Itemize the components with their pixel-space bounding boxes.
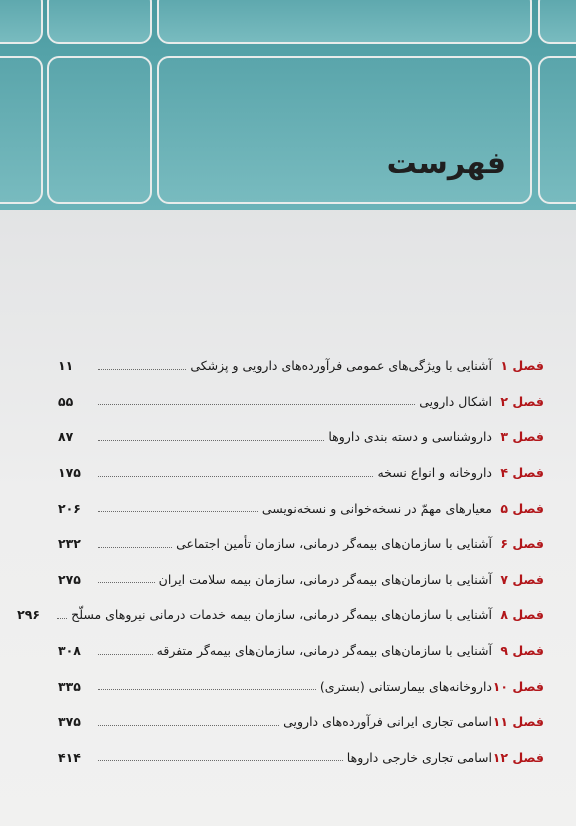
chapter-label: فصل ۱۲ — [492, 749, 544, 765]
toc-row[interactable] — [58, 562, 548, 598]
page-number: ۸۷ — [58, 429, 74, 445]
page-number: ۲۹۶ — [17, 607, 41, 623]
chapter-title: اشکال دارویی — [419, 393, 492, 409]
toc-row[interactable] — [58, 526, 548, 562]
toc-row[interactable] — [58, 455, 548, 491]
dot-leader — [57, 617, 67, 619]
toc-row[interactable] — [58, 633, 548, 669]
dot-leader — [98, 724, 279, 726]
chapter-title: اسامی تجاری ایرانی فرآورده‌های دارویی — [283, 714, 492, 730]
page-title: فهرست — [386, 146, 506, 181]
page-number: ۱۱ — [58, 358, 74, 374]
dot-leader — [98, 475, 373, 477]
chapter-title: معیارهای مهمّ در نسخه‌خوانی و نسخه‌نویسی — [261, 500, 492, 516]
chapter-title: داروشناسی و دسته بندی داروها — [328, 429, 492, 445]
toc-row[interactable] — [58, 419, 548, 455]
decorative-tile — [0, 56, 43, 204]
chapter-title: آشنایی با سازمان‌های بیمه‌گر درمانی، سازمان‌های بیمه‌گر متفرقه — [156, 643, 492, 659]
dot-leader — [98, 546, 172, 548]
chapter-label: فصل ۱۰ — [492, 678, 544, 694]
chapter-label: فصل ۶ — [500, 536, 544, 552]
decorative-tile — [538, 0, 576, 44]
table-of-contents — [17, 348, 548, 775]
decorative-tile — [47, 0, 152, 44]
toc-row[interactable] — [58, 740, 548, 776]
page-number: ۲۰۶ — [58, 500, 81, 516]
dot-leader — [98, 403, 415, 405]
dot-leader — [98, 759, 343, 761]
decorative-tile — [47, 56, 152, 204]
decorative-tile — [538, 56, 576, 204]
page-number: ۵۵ — [58, 393, 74, 409]
dot-leader — [98, 439, 324, 441]
page-number: ۲۷۵ — [58, 571, 81, 587]
chapter-label: فصل ۸ — [500, 607, 544, 623]
dot-leader — [98, 688, 316, 690]
toc-row[interactable] — [58, 490, 548, 526]
chapter-title: اسامی تجاری خارجی داروها — [346, 749, 492, 765]
chapter-label: فصل ۷ — [500, 571, 544, 587]
toc-row[interactable] — [17, 597, 548, 633]
decorative-tile — [0, 0, 43, 44]
chapter-title: آشنایی با ویژگی‌های عمومی فرآورده‌های دارویی و پزشکی — [190, 358, 492, 374]
chapter-label: فصل ۲ — [500, 393, 544, 409]
page-number: ۳۳۵ — [58, 678, 81, 694]
chapter-title: آشنایی با سازمان‌های بیمه‌گر درمانی، سازمان تأمین اجتماعی — [176, 536, 492, 552]
page-number: ۳۰۸ — [58, 643, 81, 659]
chapter-label: فصل ۱۱ — [492, 714, 544, 730]
chapter-title: داروخانه‌های بیمارستانی (بستری) — [319, 678, 492, 694]
chapter-label: فصل ۵ — [500, 500, 544, 516]
title-box — [157, 56, 532, 204]
toc-row[interactable] — [58, 704, 548, 740]
dot-leader — [98, 653, 153, 655]
toc-row[interactable] — [58, 348, 548, 384]
page-number: ۴۱۴ — [58, 749, 81, 765]
chapter-title: داروخانه و انواع نسخه — [377, 465, 492, 481]
page-number: ۲۳۲ — [58, 536, 81, 552]
page-number: ۱۷۵ — [58, 465, 81, 481]
chapter-label: فصل ۱ — [500, 358, 544, 374]
chapter-label: فصل ۴ — [500, 465, 544, 481]
dot-leader — [98, 510, 258, 512]
chapter-title: آشنایی با سازمان‌های بیمه‌گر درمانی، سازمان بیمه خدمات درمانی نیروهای مسلّح — [71, 607, 492, 623]
dot-leader — [98, 368, 186, 370]
chapter-title: آشنایی با سازمان‌های بیمه‌گر درمانی، سازمان بیمه سلامت ایران — [158, 571, 492, 587]
dot-leader — [98, 581, 155, 583]
toc-row[interactable] — [58, 668, 548, 704]
page-number: ۳۷۵ — [58, 714, 81, 730]
decorative-tile — [157, 0, 532, 44]
chapter-label: فصل ۳ — [500, 429, 544, 445]
chapter-label: فصل ۹ — [500, 643, 544, 659]
header-band — [0, 0, 576, 210]
toc-row[interactable] — [58, 384, 548, 420]
